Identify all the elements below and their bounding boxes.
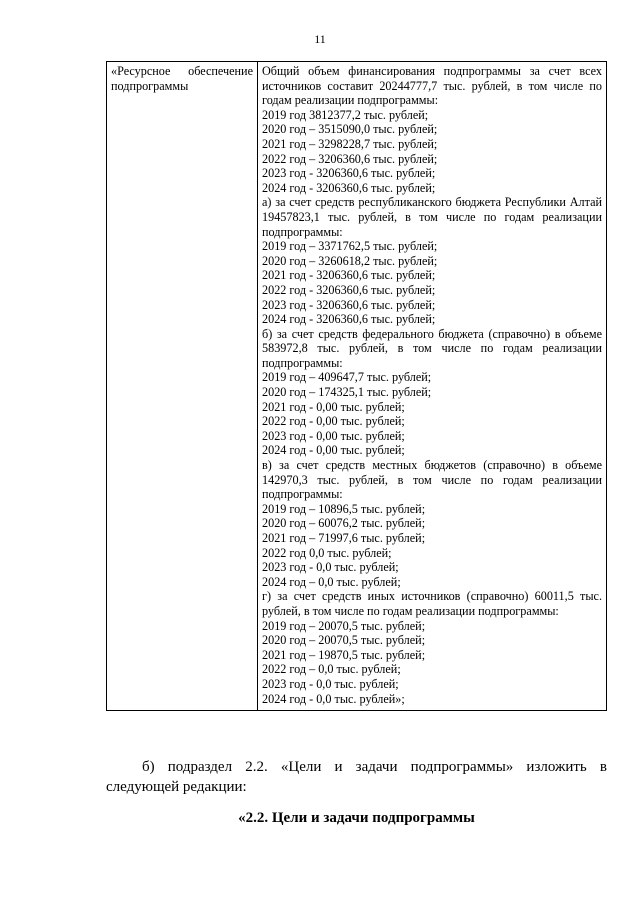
section-g-text: г) за счет средств иных источников (справочно) 60011,5 тыс. рублей, в том числе по годам реализации подпрограммы: xyxy=(262,589,602,618)
year-line: 2023 год - 3206360,6 тыс. рублей; xyxy=(262,166,436,181)
table-content-cell xyxy=(258,62,607,711)
year-line: 2019 год – 3371762,5 тыс. рублей; xyxy=(262,239,438,254)
table-label-cell: «Ресурсное обеспечение подпрограммы xyxy=(107,62,258,711)
table-row xyxy=(107,62,607,711)
year-line: 2022 год – 3206360,6 тыс. рублей; xyxy=(262,151,438,166)
year-line: 2024 год – 0,0 тыс. рублей; xyxy=(262,574,401,589)
year-line: 2020 год – 3515090,0 тыс. рублей; xyxy=(262,122,438,137)
year-line: 2022 год 0,0 тыс. рублей; xyxy=(262,545,392,560)
year-line: 2021 год - 3206360,6 тыс. рублей; xyxy=(262,268,436,283)
section-b-text: б) за счет средств федерального бюджета (справочно) в объеме 583972,8 тыс. рублей, в том числе по годам реализации подпрограммы: xyxy=(262,326,602,370)
year-line: 2020 год – 60076,2 тыс. рублей; xyxy=(262,516,426,531)
body-paragraph: б) подраздел 2.2. «Цели и задачи подпрограммы» изложить в следующей редакции: xyxy=(106,759,607,795)
year-line: 2021 год – 3298228,7 тыс. рублей; xyxy=(262,136,438,151)
section-heading: «2.2. Цели и задачи подпрограммы xyxy=(238,810,475,826)
year-line: 2024 год - 3206360,6 тыс. рублей; xyxy=(262,180,436,195)
year-line: 2022 год – 0,0 тыс. рублей; xyxy=(262,662,401,677)
year-line: 2020 год – 3260618,2 тыс. рублей; xyxy=(262,253,438,268)
year-line: 2024 год - 3206360,6 тыс. рублей; xyxy=(262,312,436,327)
year-line: 2023 год - 0,00 тыс. рублей; xyxy=(262,428,405,443)
year-line: 2023 год - 0,0 тыс. рублей; xyxy=(262,676,399,691)
resource-table xyxy=(106,61,607,711)
year-line: 2021 год – 71997,6 тыс. рублей; xyxy=(262,531,426,545)
year-line: 2019 год – 10896,5 тыс. рублей; xyxy=(262,501,426,516)
year-line: 2019 год 3812377,2 тыс. рублей; xyxy=(262,107,429,122)
year-line: 2022 год - 3206360,6 тыс. рублей; xyxy=(262,282,436,297)
year-line: 2019 год – 409647,7 тыс. рублей; xyxy=(262,370,432,385)
year-line: 2020 год – 20070,5 тыс. рублей; xyxy=(262,633,426,648)
year-line: 2024 год - 0,00 тыс. рублей; xyxy=(262,443,405,458)
year-line: 2022 год - 0,00 тыс. рублей; xyxy=(262,414,405,429)
section-a-text: а) за счет средств республиканского бюджета Республики Алтай 19457823,1 тыс. рублей, в том числе по годам реализации подпрограммы: xyxy=(262,195,602,239)
year-line: 2024 год - 0,0 тыс. рублей»; xyxy=(262,691,405,706)
page-number: 11 xyxy=(314,32,326,46)
year-line: 2023 год - 0,0 тыс. рублей; xyxy=(262,560,399,575)
year-line: 2019 год – 20070,5 тыс. рублей; xyxy=(262,618,426,633)
funding-intro: Общий объем финансирования подпрограммы за счет всех источников составит 20244777,7 тыс. рублей, в том числе по годам реализации подпрограммы: xyxy=(262,64,602,108)
year-line: 2021 год – 19870,5 тыс. рублей; xyxy=(262,647,426,662)
year-line: 2021 год - 0,00 тыс. рублей; xyxy=(262,399,405,414)
year-line: 2023 год - 3206360,6 тыс. рублей; xyxy=(262,297,436,312)
year-line: 2020 год – 174325,1 тыс. рублей; xyxy=(262,385,432,400)
section-v-text: в) за счет средств местных бюджетов (справочно) в объеме 142970,3 тыс. рублей, в том числе по годам реализации подпрограммы: xyxy=(262,458,602,502)
